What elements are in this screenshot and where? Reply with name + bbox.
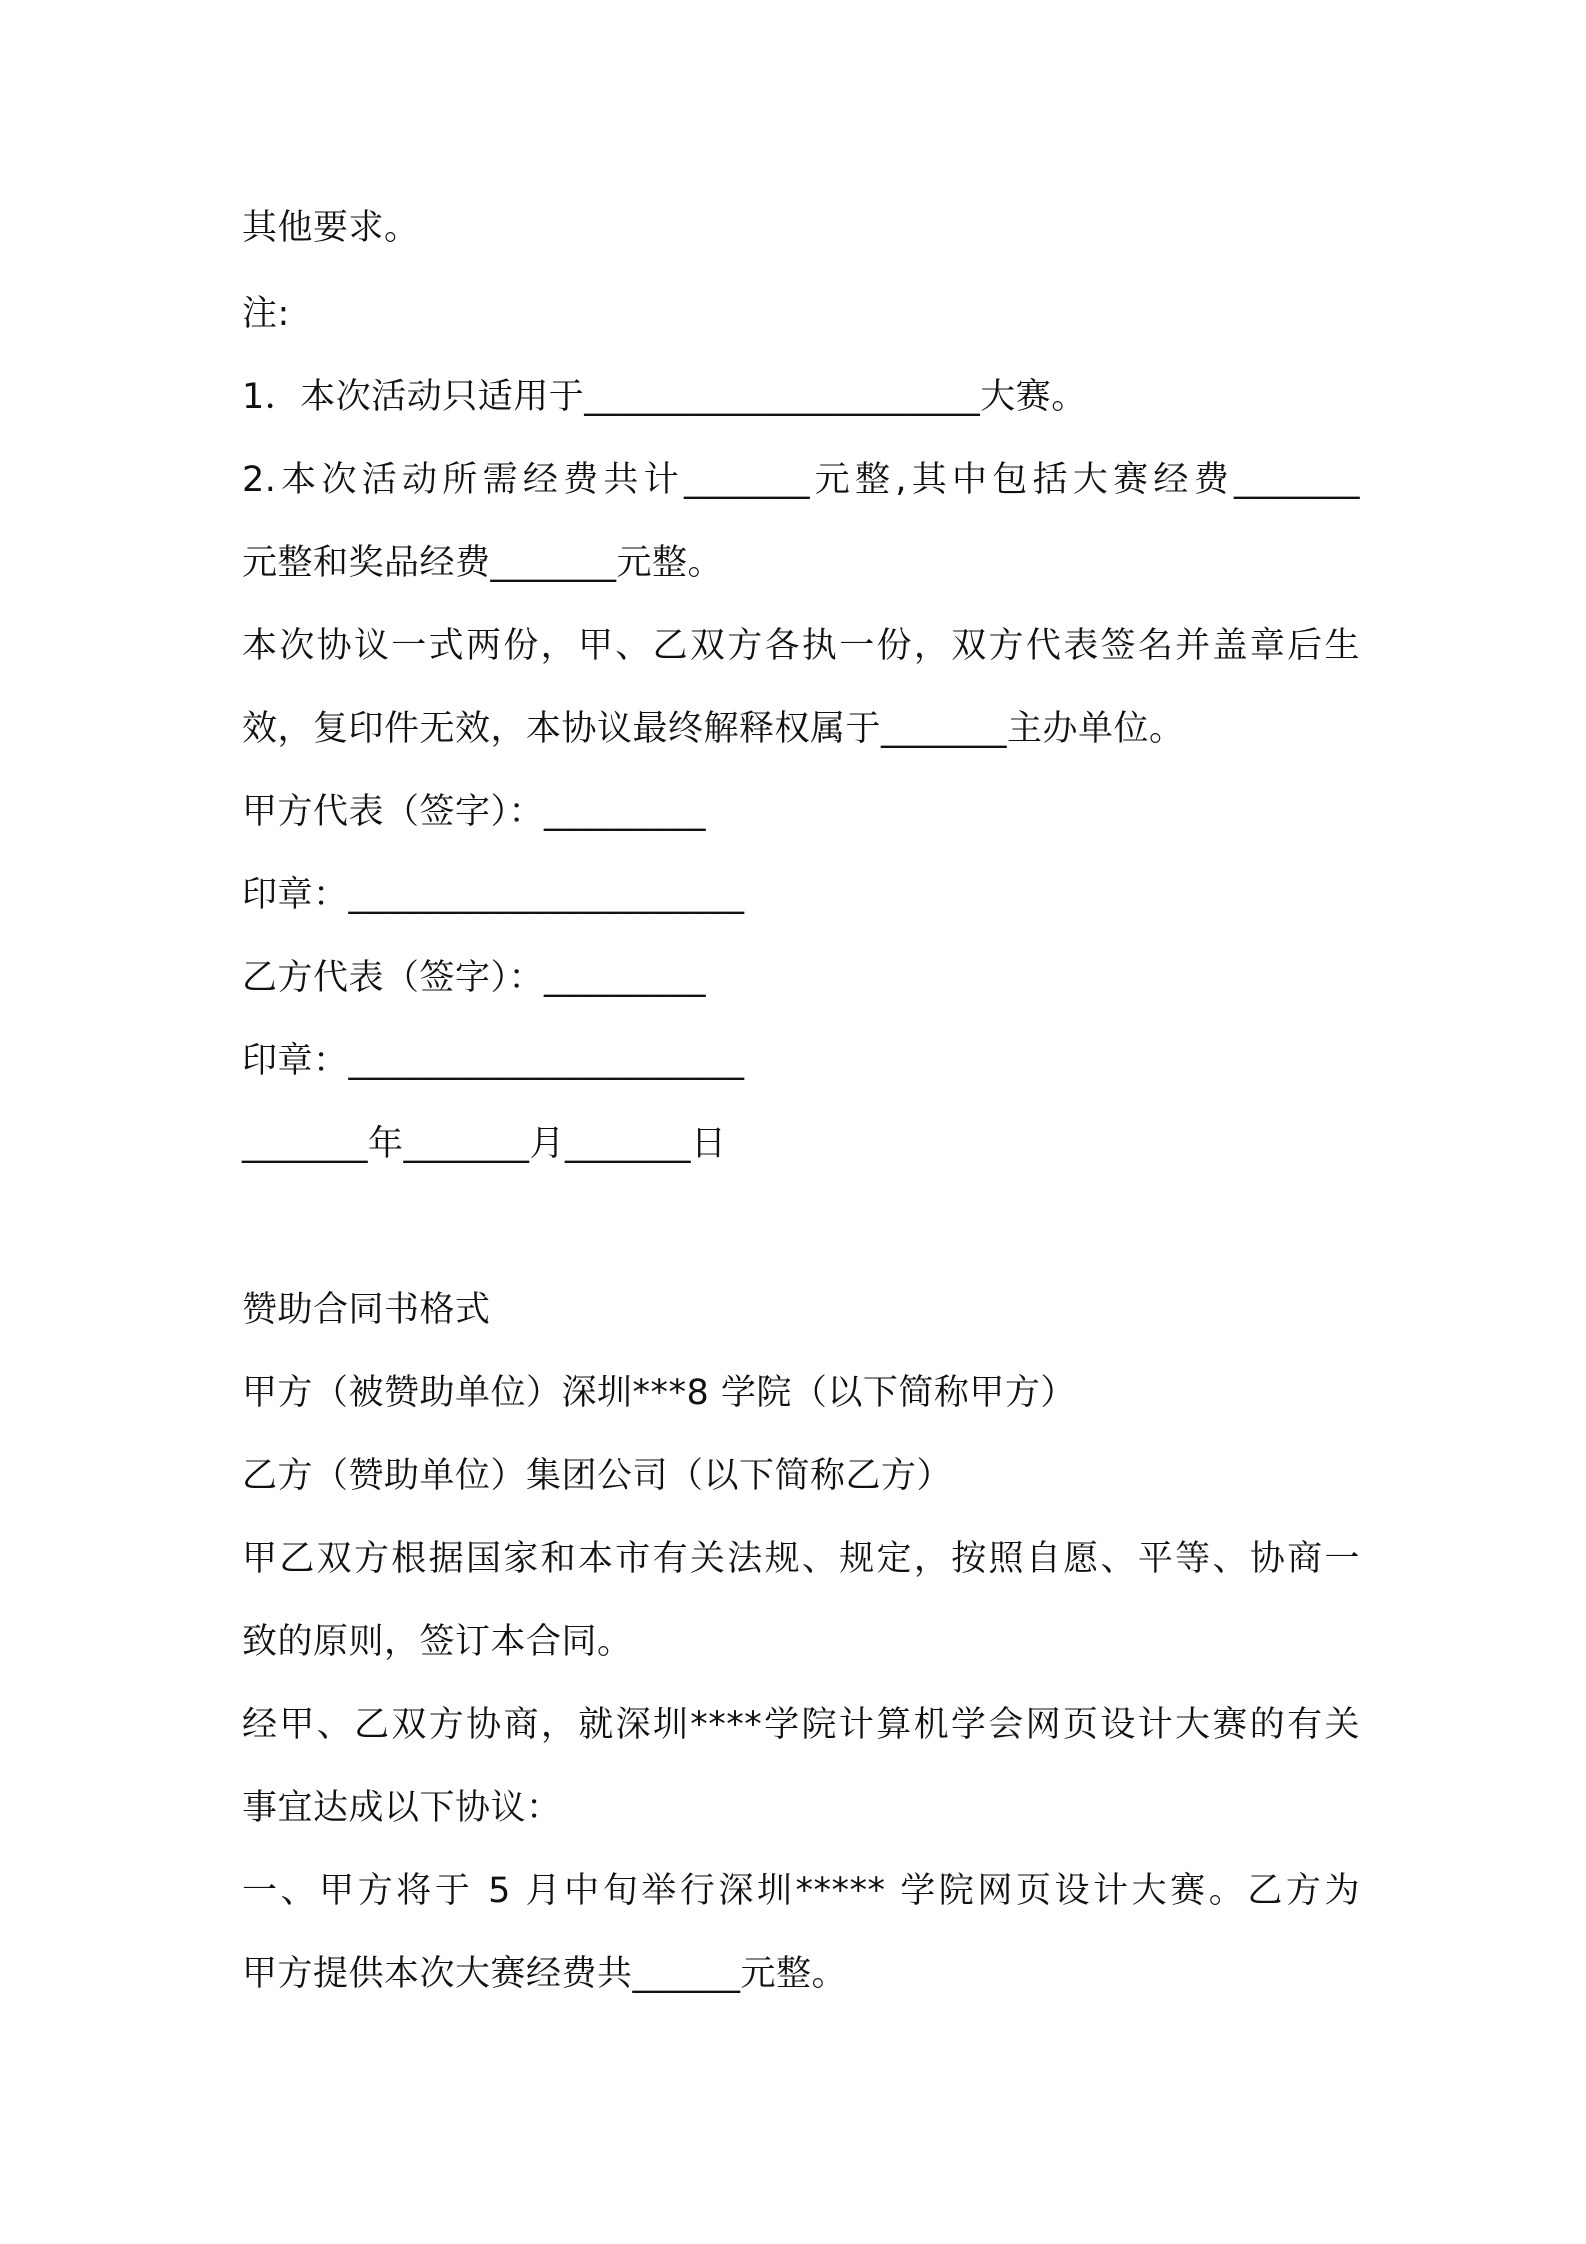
date-line: _______年_______月_______日	[242, 1124, 727, 1164]
legal-basis-line-1: 甲乙双方根据国家和本市有关法规、规定，按照自愿、平等、协商一	[242, 1539, 1360, 1579]
negotiation-line-1: 经甲、乙双方协商，就深圳****学院计算机学会网页设计大赛的有关	[242, 1705, 1360, 1745]
note-item-2-line-2: 元整和奖品经费_______元整。	[242, 543, 724, 583]
agreement-copies-line-1: 本次协议一式两份，甲、乙双方各执一份，双方代表签名并盖章后生	[242, 626, 1360, 666]
party-a-description: 甲方（被赞助单位）深圳***8 学院（以下简称甲方）	[242, 1373, 1076, 1413]
party-a-signature-line: 甲方代表（签字）：_________	[242, 792, 707, 832]
other-requirements-line: 其他要求。	[242, 208, 420, 248]
party-b-description: 乙方（赞助单位）集团公司（以下简称乙方）	[242, 1456, 953, 1496]
party-b-signature-line: 乙方代表（签字）：_________	[242, 958, 707, 998]
clause-one-line-2: 甲方提供本次大赛经费共______元整。	[242, 1954, 848, 1994]
note-item-1: 1．本次活动只适用于______________________大赛。	[242, 377, 1087, 417]
agreement-copies-line-2: 效，复印件无效，本协议最终解释权属于_______主办单位。	[242, 709, 1185, 749]
legal-basis-line-2: 致的原则，签订本合同。	[242, 1622, 633, 1662]
negotiation-line-2: 事宜达成以下协议：	[242, 1788, 562, 1828]
party-b-seal-line: 印章：______________________	[242, 1041, 745, 1081]
sponsorship-contract-title: 赞助合同书格式	[242, 1290, 491, 1330]
party-a-seal-line: 印章：______________________	[242, 875, 745, 915]
note-heading: 注:	[242, 294, 290, 334]
note-item-2-line-1: 2.本次活动所需经费共计_______元整,其中包括大赛经费_______	[242, 460, 1360, 500]
clause-one-line-1: 一、甲方将于 5 月中旬举行深圳***** 学院网页设计大赛。乙方为	[242, 1871, 1360, 1911]
